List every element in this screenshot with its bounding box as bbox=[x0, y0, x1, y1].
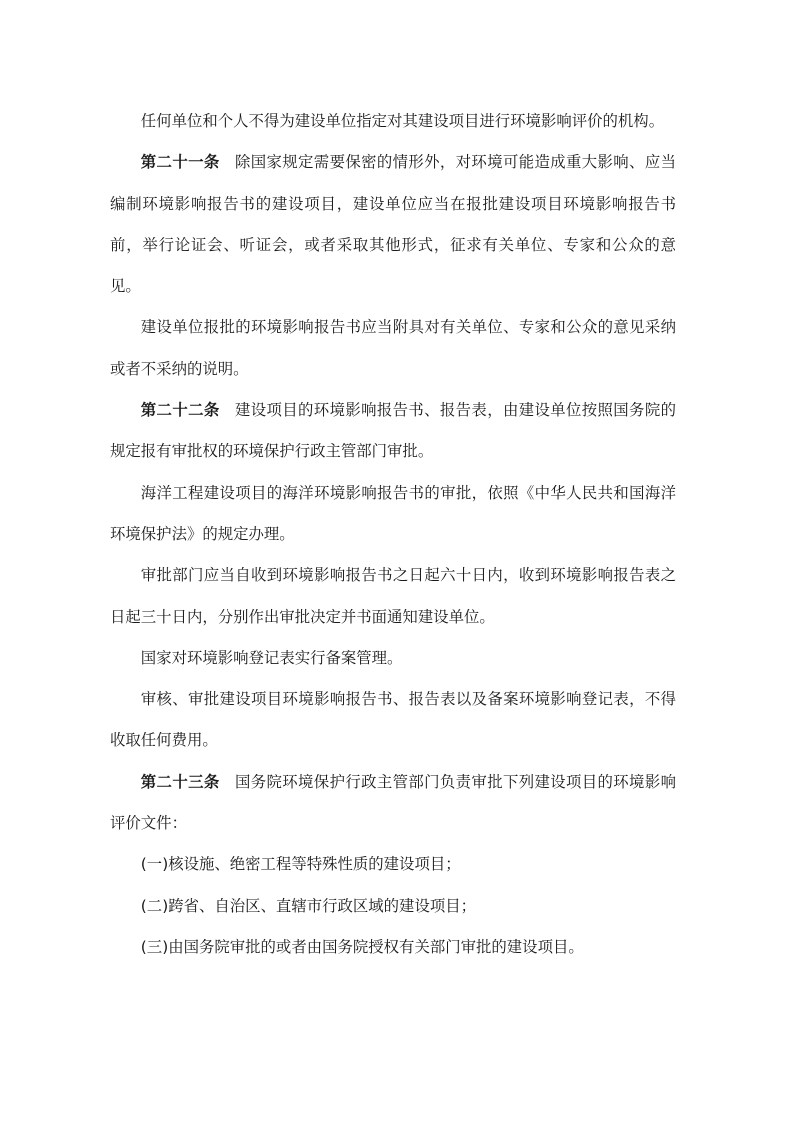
paragraph-text: 国务院环境保护行政主管部门负责审批下列建设项目的环境影响评价文件： bbox=[110, 772, 676, 833]
article-number: 第二十一条 bbox=[140, 153, 220, 172]
list-item bbox=[110, 886, 676, 927]
paragraph bbox=[110, 638, 676, 679]
article-paragraph bbox=[110, 390, 676, 473]
paragraph-text: (三)由国务院审批的或者由国务院授权有关部门审批的建设项目。 bbox=[140, 937, 584, 956]
article-number: 第二十二条 bbox=[140, 401, 220, 420]
paragraph-text: 建设项目的环境影响报告书、报告表，由建设单位按照国务院的规定报有审批权的环境保护行政主管部门审批。 bbox=[110, 401, 676, 461]
paragraph-text: 海洋工程建设项目的海洋环境影响报告书的审批，依照《中华人民共和国海洋环境保护法》的规定办理。 bbox=[110, 483, 676, 543]
paragraph-text: 审核、审批建设项目环境影响报告书、报告表以及备案环境影响登记表，不得收取任何费用。 bbox=[110, 690, 676, 750]
paragraph-text: (一)核设施、绝密工程等特殊性质的建设项目； bbox=[140, 855, 461, 874]
paragraph-text: 国家对环境影响登记表实行备案管理。 bbox=[140, 648, 403, 667]
article-paragraph bbox=[110, 142, 676, 307]
paragraph bbox=[110, 307, 676, 390]
paragraph bbox=[110, 679, 676, 762]
article-number: 第二十三条 bbox=[140, 772, 220, 791]
document-page bbox=[110, 101, 676, 968]
paragraph bbox=[110, 473, 676, 556]
article-paragraph bbox=[110, 762, 676, 845]
paragraph-text: 任何单位和个人不得为建设单位指定对其建设项目进行环境影响评价的机构。 bbox=[140, 112, 665, 130]
paragraph bbox=[110, 555, 676, 638]
paragraph bbox=[110, 101, 676, 142]
paragraph-text: 建设单位报批的环境影响报告书应当附具对有关单位、专家和公众的意见采纳或者不采纳的说明。 bbox=[110, 318, 676, 378]
list-item bbox=[110, 927, 676, 968]
paragraph-text: 除国家规定需要保密的情形外，对环境可能造成重大影响、应当编制环境影响报告书的建设项目，建设单位应当在报批建设项目环境影响报告书前，举行论证会、听证会，或者采取其他形式，征求有关单位、专家和公众的意见。 bbox=[110, 153, 676, 296]
list-item bbox=[110, 844, 676, 885]
paragraph-text: (二)跨省、自治区、直辖市行政区域的建设项目； bbox=[140, 896, 477, 915]
paragraph-text: 审批部门应当自收到环境影响报告书之日起六十日内，收到环境影响报告表之日起三十日内，分别作出审批决定并书面通知建设单位。 bbox=[110, 566, 676, 626]
